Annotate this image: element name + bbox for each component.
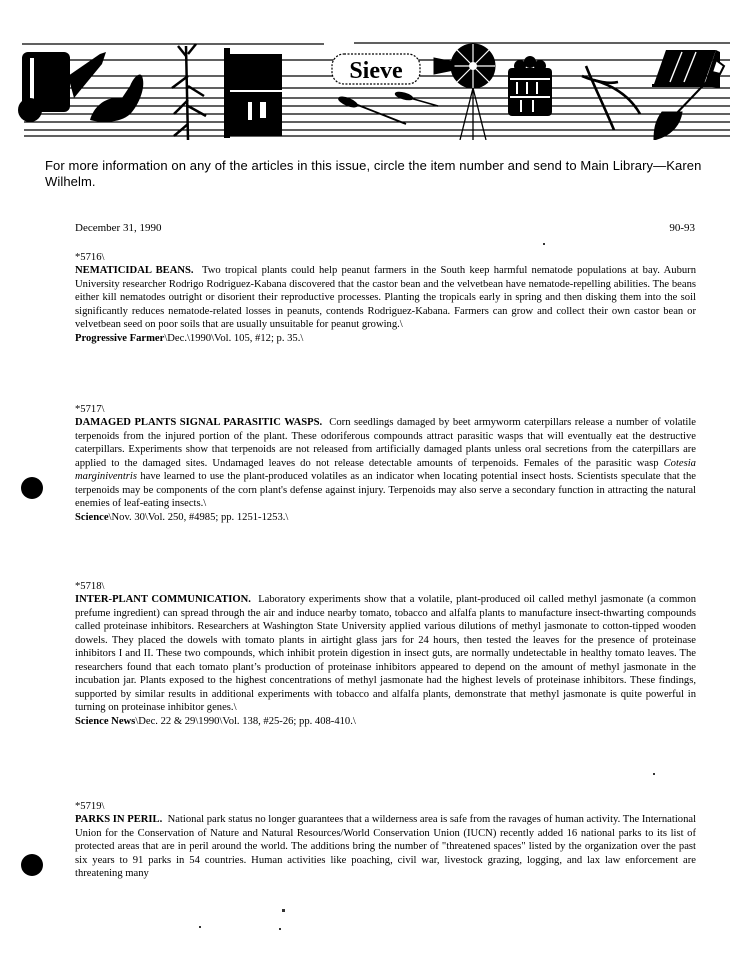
punch-hole-mark <box>21 854 43 876</box>
article-5716 <box>75 251 696 345</box>
source-detail: \Dec.\1990\Vol. 105, #12; p. 35.\ <box>164 332 304 344</box>
source-detail: \Dec. 22 & 29\1990\Vol. 138, #25-26; pp. 408-410.\ <box>135 715 356 727</box>
solar-panel-icon <box>652 50 720 88</box>
item-number[interactable]: *5717\ <box>75 404 105 415</box>
logo-text: Sieve <box>349 58 403 84</box>
punch-hole-mark <box>21 477 43 499</box>
source-name: Science News <box>75 715 136 727</box>
corn-stalk-icon <box>172 44 206 140</box>
article-5718 <box>75 580 696 728</box>
source-name: Science <box>75 511 109 523</box>
barn-icon <box>224 48 282 138</box>
article-body: Two tropical plants could help peanut farmers in the South keep harmful nematode populations at bay. Auburn University researcher Rodrigo Rodriguez-Kabana discovered that the castor bean and the velvetbean have nematode-repelling abilities. The beans either kill nematodes outright or disorient their reproductive processes. Planting the tropicals early in spring and then disking them into the soil significantly reduces nematode-related losses in peanuts, contends Rodriguez-Kabana. Farmers can grow and collect their own castor bean or velvetbean seed on poor soils that are usually unsuitable for peanut growing.\ <box>75 265 696 331</box>
issue-date: December 31, 1990 <box>75 222 162 234</box>
scan-speck <box>543 243 545 245</box>
issue-number: 90-93 <box>669 222 695 234</box>
scan-speck <box>282 909 285 912</box>
source-name: Progressive Farmer <box>75 332 165 344</box>
article-source <box>75 715 696 728</box>
article-5719 <box>75 800 696 881</box>
article-body-continued: have learned to use the plant-produced volatiles as an indicator when locating potential insect hosts. Scientists speculate that the terpenoids may be components of the corn plant's defense against injury. Terpenoids may also serve a secondary function in attracting the natural enemies of leaf-eating insects.\ <box>75 471 696 510</box>
article-headline: NEMATICIDAL BEANS. <box>75 265 194 277</box>
masthead-banner <box>14 36 736 140</box>
intro-instructions: For more information on any of the articles in this issue, circle the item number and send to Main Library—Karen Wilhelm. <box>45 158 702 189</box>
scan-speck <box>279 928 281 930</box>
article-body: Laboratory experiments show that a volatile, plant-produced oil called methyl jasmonate (a common prefume ingredient) can spread through the air and induce nearby tomato, tobacco and alfalfa plants to manufacture insect-thwarting compounds called proteinase inhibitors. Researchers at Washington State University applied various dilutions of methyl jasmonate to cotton-tipped wooden dowels. They placed the dowels with tomato plants in airtight glass jars for 24 hours, then tested the leaves for the presence of proteinase inhibitors I and II. These two compounds, which inhibit protein digestion in insect guts, are normally undetectable in healthy tomato leaves. The researchers found that each tomato plant’s production of proteinase inhibitors appeared to depend on the amount of methyl jasmonate in the incubation jar. Plants exposed to the highest concentrations of methyl jasmonate had the highest levels of proteinase inhibitors. These findings, supported by similar results in additional experiments with tobacco and alfalfa plants, demonstrate that methyl jasmonate is quite powerful in turning on proteinase inhibitor genes.\ <box>75 594 697 714</box>
article-headline: PARKS IN PERIL. <box>75 814 163 826</box>
article-headline: DAMAGED PLANTS SIGNAL PARASITIC WASPS. <box>75 417 323 429</box>
article-body: National park status no longer guarantees that a wilderness area is safe from the ravages of human activity. The International Union for the Conservation of Nature and Natural Resources/World Conservation Union (IUCN) recently added 16 national parks to its list of protected areas that are in peril around the world. The additions bring the number of "threatened spaces" listed by the organization over the past six years to 91 parks in 54 countries. Human activities like poaching, civil war, livestock grazing, logging, and lax law enforcement are threatening many <box>75 814 697 880</box>
issue-dateline <box>75 222 695 234</box>
article-headline: INTER-PLANT COMMUNICATION. <box>75 594 251 606</box>
article-source <box>75 511 696 524</box>
scan-speck <box>199 926 201 928</box>
article-source <box>75 332 696 345</box>
item-number[interactable]: *5719\ <box>75 801 105 812</box>
bushel-basket-icon <box>508 56 552 116</box>
screwdriver-icon <box>337 91 438 124</box>
watering-can-icon <box>18 52 106 122</box>
article-body: Corn seedlings damaged by beet armyworm caterpillars release a number of volatile terpenoids from the injured portion of the plant. These odoriferous compounds attract parasitic wasps that will eventually eat the destructive caterpillars. Experiments show that terpenoids are not released from artificially damaged plants unless oral secretions from the caterpillars are applied to the damaged sites. Undamaged leaves do not release detectable amounts of terpenoids. Females of the parasitic wasp <box>75 417 696 469</box>
article-5717 <box>75 403 696 524</box>
scan-speck <box>653 773 655 775</box>
windmill-icon <box>434 44 495 140</box>
item-number[interactable]: *5716\ <box>75 252 105 263</box>
species-name: Cotesia marginiventris <box>75 457 696 483</box>
sieve-logo <box>332 54 420 84</box>
item-number[interactable]: *5718\ <box>75 581 105 592</box>
source-detail: \Nov. 30\Vol. 250, #4985; pp. 1251-1253.\ <box>108 511 289 523</box>
